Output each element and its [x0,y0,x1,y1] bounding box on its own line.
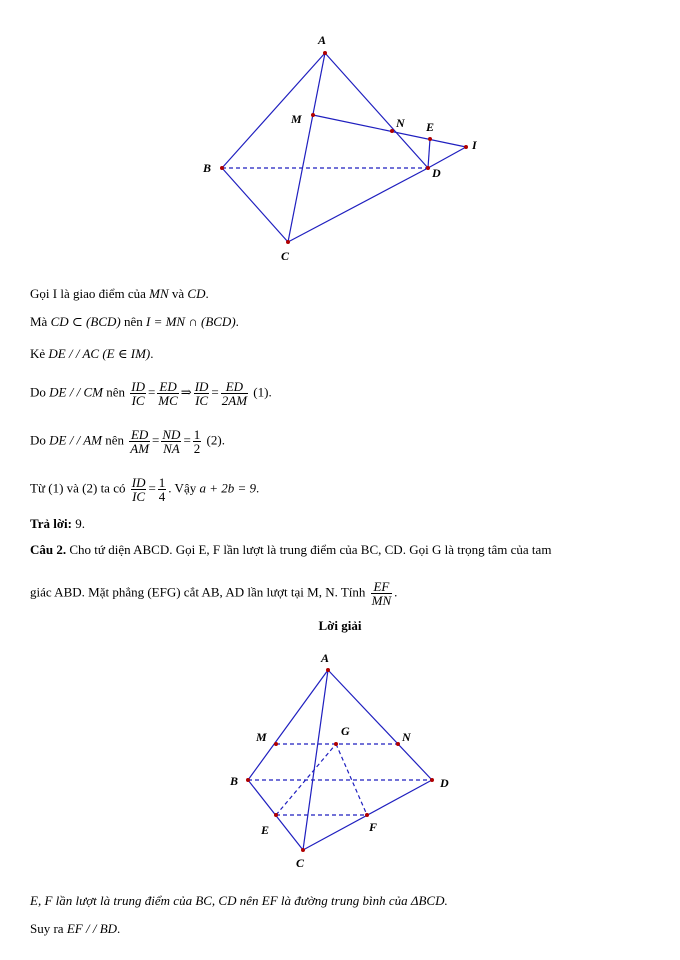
line-giao-diem: Gọi I là giao điểm của MN và CD. [30,286,209,301]
label2-F: F [369,820,378,834]
line-tu-1-2: Từ (1) và (2) ta có $\frac{ID}{IC}$ = $\frac{1}{4}$ . Vậy a + 2b = 9. [30,475,260,504]
line-do-1: Do DE / / CM nên $\frac{ID}{IC}$ = $\frac{ED}{MC}$ ⇒ $\frac{ID}{IC}$ = $\frac{ED}{2AM}$ (1). [30,379,272,408]
label-I: I [472,138,477,152]
answer-line: Trả lời: 9. [30,516,85,531]
label2-C: C [296,856,305,870]
line-do-2: Do DE / / AM nên $\frac{ED}{AM}$ = $\frac{ND}{NA}$ = $\frac{1}{2}$ (2). [30,427,225,456]
label2-B: B [230,774,239,788]
label-N: N [396,116,405,130]
label2-G: G [341,724,350,738]
label2-E: E [261,823,270,837]
label-M: M [291,112,302,126]
label-E: E [426,120,435,134]
label-B: B [203,161,212,175]
line-ma: Mà CD ⊂ (BCD) nên I = MN ∩ (BCD). [30,314,239,329]
question-2-line-2: giác ABD. Mặt phẳng (EFG) cắt AB, AD lần lượt tại M, N. Tính $\frac{EF}{MN}$ . [30,579,398,608]
solution-line-1: E, F lần lượt là trung điểm của BC, CD nên EF là đường trung bình của ΔBCD. [30,893,448,908]
label-C: C [281,249,290,263]
label2-D: D [440,776,449,790]
label-A: A [318,33,327,47]
solution-heading: Lời giải [318,618,362,633]
label2-M: M [256,730,267,744]
solution-line-2: Suy ra EF / / BD. [30,921,121,936]
label-D: D [432,166,441,180]
label2-A: A [321,651,330,665]
line-ke: Kẻ DE / / AC (E ∈ IM). [30,346,154,361]
figure-2-tetrahedron [0,640,680,880]
label2-N: N [402,730,411,744]
figure-1-tetrahedron [0,0,680,275]
question-2-line-1: Câu 2. Cho tứ diện ABCD. Gọi E, F lần lượt là trung điểm của BC, CD. Gọi G là trọng tâm của tam [30,542,552,557]
